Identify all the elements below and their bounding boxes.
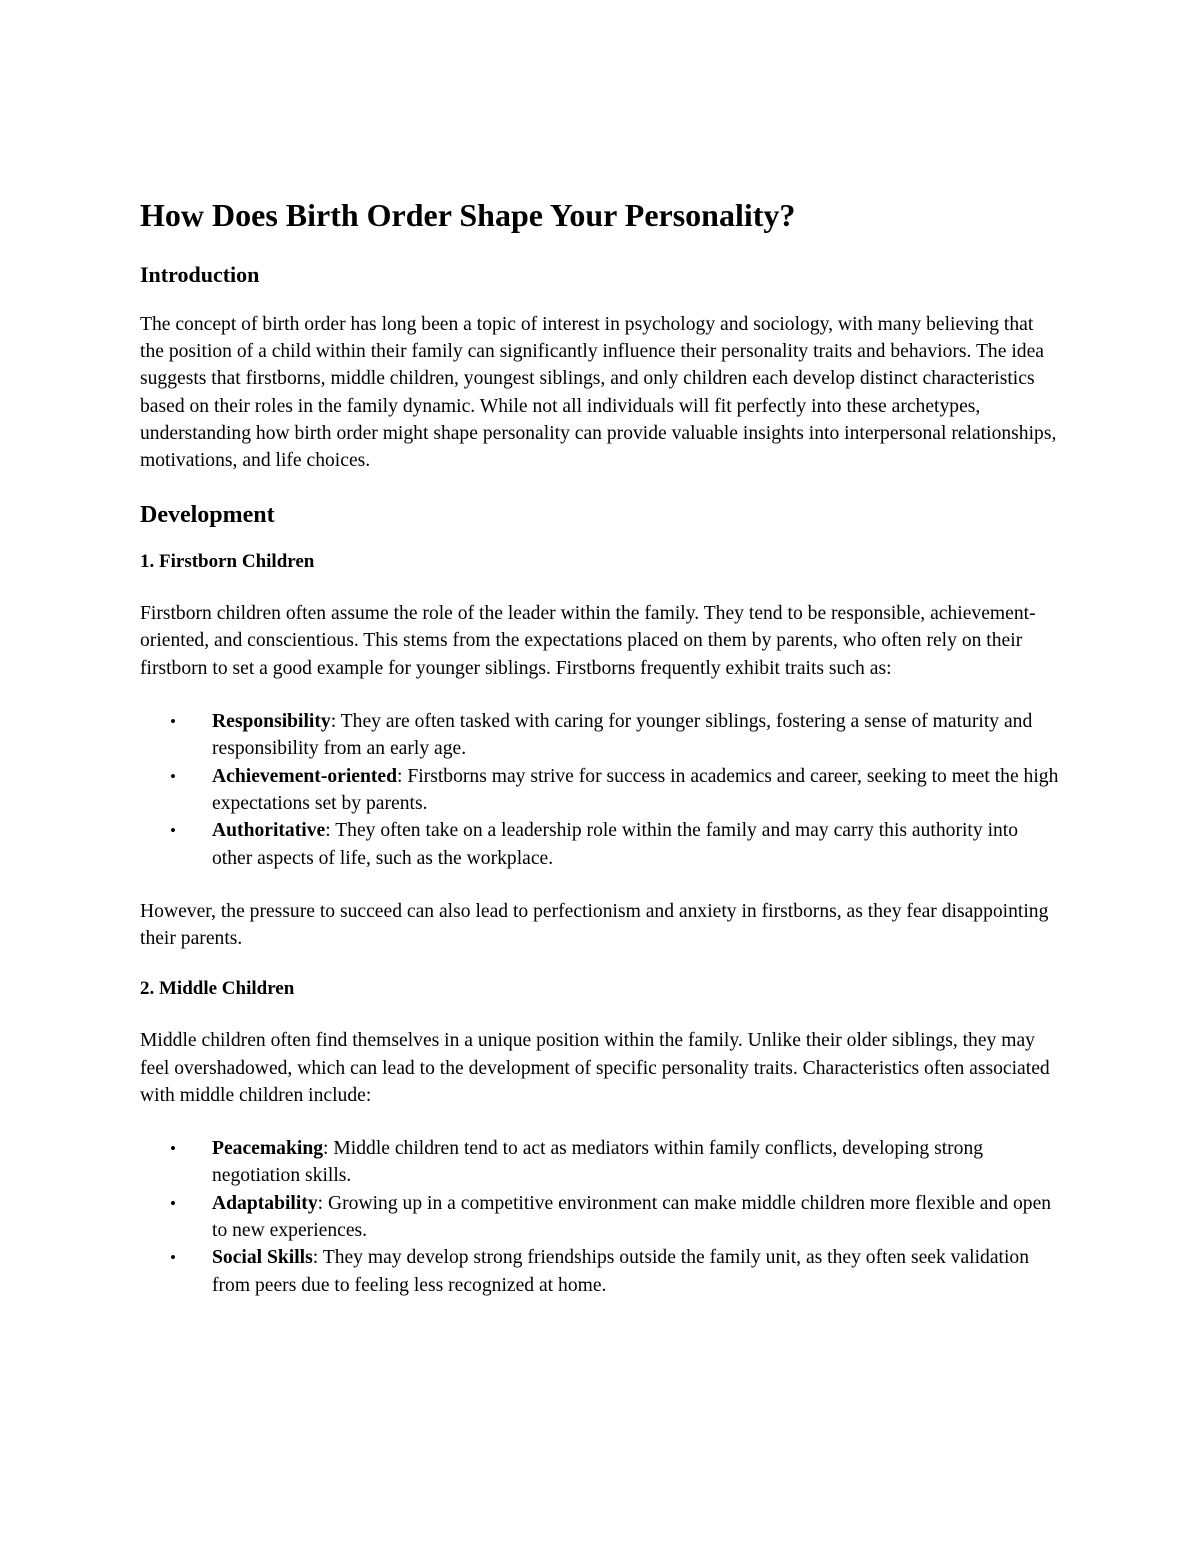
firstborn-closing: However, the pressure to succeed can also lead to perfectionism and anxiety in firstborns, as they fear disappointing their parents.	[140, 900, 1049, 950]
bullet-icon: •	[170, 712, 176, 732]
document-body	[140, 196, 1060, 1325]
firstborn-paragraph: Firstborn children often assume the role of the leader within the family. They tend to be responsible, achievement-oriented, and conscientious. This stems from the expectations placed on them by parents, who often rely on their firstborn to set a good example for younger siblings. Firstborns frequently exhibit traits such as:	[140, 603, 1036, 679]
trait-term: Peacemaking	[212, 1138, 324, 1160]
trait-description: : They may develop strong friendships outside the family unit, as they often seek validation from peers due to feeling less recognized at home.	[212, 1247, 1030, 1296]
middle-heading: 2. Middle Children	[140, 978, 295, 1000]
intro-heading: Introduction	[140, 262, 260, 288]
trait-term: Responsibility	[212, 711, 331, 733]
intro-paragraph: The concept of birth order has long been a topic of interest in psychology and sociology, with many believing that the position of a child within their family can significantly influence their personality traits and behaviors. The idea suggests that firstborns, middle children, youngest siblings, and only children each develop distinct characteristics based on their roles in the family dynamic. While not all individuals will fit perfectly into these archetypes, understanding how birth order might shape personality can provide valuable insights into interpersonal relationships, motivations, and life choices.	[140, 313, 1057, 472]
middle-paragraph: Middle children often find themselves in a unique position within the family. Unlike their older siblings, they may feel overshadowed, which can lead to the development of specific personality traits. Characteristics often associated with middle children include:	[140, 1030, 1050, 1106]
trait-description: : They are often tasked with caring for younger siblings, fostering a sense of maturity and responsibility from an early age.	[212, 711, 1033, 760]
trait-term: Achievement-oriented	[212, 765, 397, 787]
list-item	[140, 1190, 1060, 1245]
trait-term: Social Skills	[212, 1247, 313, 1269]
trait-term: Authoritative	[212, 820, 326, 842]
document-title: How Does Birth Order Shape Your Personality?	[140, 197, 796, 233]
bullet-icon: •	[170, 766, 176, 786]
middle-traits-list	[140, 1135, 1060, 1299]
development-heading: Development	[140, 501, 275, 528]
list-item	[140, 1135, 1060, 1190]
trait-term: Adaptability	[212, 1192, 318, 1214]
list-item	[140, 763, 1060, 818]
firstborn-traits-list	[140, 708, 1060, 872]
firstborn-heading: 1. Firstborn Children	[140, 551, 315, 573]
trait-description: : They often take on a leadership role within the family and may carry this authority into other aspects of life, such as the workplace.	[212, 820, 1019, 869]
trait-description: : Growing up in a competitive environment can make middle children more flexible and open to new experiences.	[212, 1192, 1052, 1241]
bullet-icon: •	[170, 1139, 176, 1159]
trait-description: : Firstborns may strive for success in academics and career, seeking to meet the high expectations set by parents.	[212, 765, 1059, 814]
bullet-icon: •	[170, 1248, 176, 1268]
bullet-icon: •	[170, 821, 176, 841]
trait-description: : Middle children tend to act as mediators within family conflicts, developing strong negotiation skills.	[212, 1138, 984, 1187]
list-item	[140, 708, 1060, 763]
bullet-icon: •	[170, 1193, 176, 1213]
list-item	[140, 1244, 1060, 1299]
list-item	[140, 817, 1060, 872]
